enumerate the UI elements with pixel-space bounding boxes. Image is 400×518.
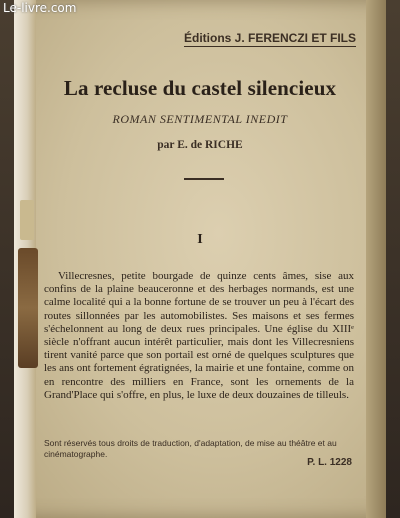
rights-notice: Sont réservés tous droits de traduction, d'adaptation, de mise au théâtre et au cinématographe. bbox=[44, 438, 337, 459]
publisher-line: Éditions J. FERENCZI ET FILS bbox=[183, 31, 356, 45]
book-title: La recluse du castel silencieux bbox=[63, 76, 337, 100]
author-line: par E. de RICHE bbox=[157, 139, 243, 151]
decorative-rule bbox=[184, 178, 224, 180]
book-subtitle: ROMAN SENTIMENTAL INEDIT bbox=[112, 112, 288, 126]
paper-damage bbox=[18, 248, 38, 368]
catalog-code: P. L. 1228 bbox=[307, 457, 352, 468]
opening-paragraph: Villecresnes, petite bourgade de quinze cents âmes, sise aux confins de la plaine beauceronne et des herbages normands, est une calme localité qui a la bonne fortune de se trouver un peu à l'écart des routes sillonnées par les automobilistes. Ses maisons et ses fermes s'échelonnent au long de deux rues principales. Une église du XIIIᵉ siècle n'offrant aucun intérêt particulier, mais dont les Villecresniens tirent vanité parce que son portail est orné de quelques sculptures que les ans ont fortement égratignées, la mairie et une fontaine, comme on en rencontre des milliers en France, sont les ornements de la Grand'Place qui s'offre, en plus, le luxe de deux douzaines de tilleuls. bbox=[44, 270, 354, 401]
watermark: Le-livre.com bbox=[3, 1, 77, 15]
chapter-number: I bbox=[197, 232, 203, 247]
